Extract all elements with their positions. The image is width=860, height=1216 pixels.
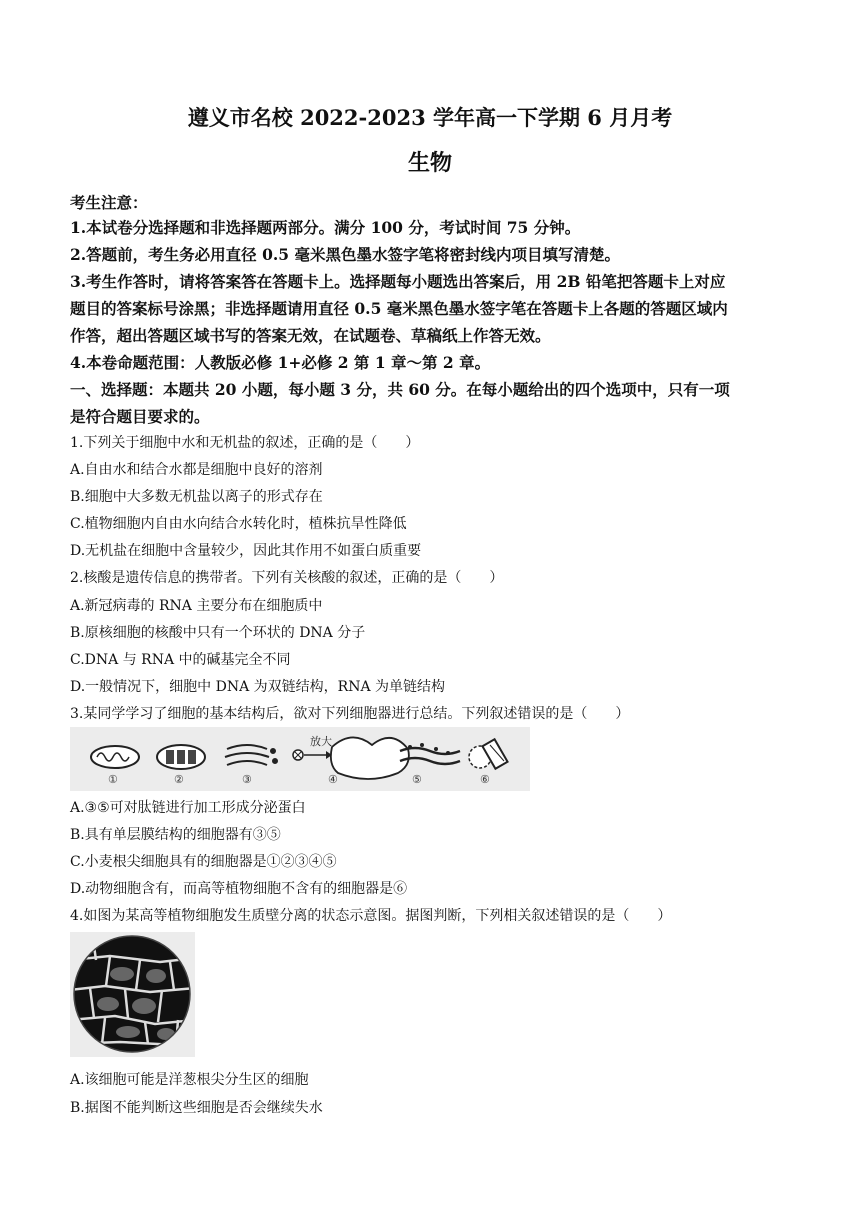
- golgi-apparatus-icon: [225, 745, 277, 765]
- mitochondrion-icon: [91, 746, 139, 768]
- organelle-label-5: ⑤: [412, 773, 422, 786]
- q2-option-c: C.DNA 与 RNA 中的碱基完全不同: [70, 652, 291, 668]
- q4-option-a: A.该细胞可能是洋葱根尖分生区的细胞: [70, 1072, 309, 1088]
- q4-stem: 4.如图为某高等植物细胞发生质壁分离的状态示意图。据图判断，下列相关叙述错误的是（ ）: [70, 908, 672, 924]
- centrosome-icon: [469, 739, 508, 769]
- section-heading-line-1: 一、选择题：本题共 20 小题，每小题 3 分，共 60 分。在每小题给出的四个选项中，只有一项: [70, 380, 730, 399]
- notice-line-4: 4.本卷命题范围：人教版必修 1+必修 2 第 1 章～第 2 章。: [70, 353, 491, 372]
- section-heading-line-2: 是符合题目要求的。: [70, 407, 210, 426]
- q1-option-d: D.无机盐在细胞中含量较少，因此其作用不如蛋白质重要: [70, 543, 422, 559]
- organelle-label-4: ④: [328, 773, 338, 786]
- q3-option-a: A.③⑤可对肽链进行加工形成分泌蛋白: [70, 800, 306, 816]
- q1-option-a: A.自由水和结合水都是细胞中良好的溶剂: [70, 462, 323, 478]
- q3-option-b: B.具有单层膜结构的细胞器有③⑤: [70, 827, 281, 843]
- plasmolysis-figure: [70, 932, 195, 1057]
- organelle-label-3: ③: [242, 773, 252, 786]
- organelle-drawing: [70, 727, 530, 791]
- exam-title: 遵义市名校 2022-2023 学年高一下学期 6 月月考: [187, 105, 673, 130]
- q2-option-d: D.一般情况下，细胞中 DNA 为双链结构，RNA 为单链结构: [70, 679, 446, 695]
- q2-option-a: A.新冠病毒的 RNA 主要分布在细胞质中: [70, 598, 323, 614]
- organelle-label-2: ②: [174, 773, 184, 786]
- q3-stem: 3.某同学学习了细胞的基本结构后，欲对下列细胞器进行总结。下列叙述错误的是（ ）: [70, 706, 630, 722]
- exam-subject: 生物: [407, 150, 452, 176]
- notice-line-1: 1.本试卷分选择题和非选择题两部分。满分 100 分，考试时间 75 分钟。: [70, 218, 581, 237]
- organelle-figure: [70, 727, 530, 791]
- organelle-label-1: ①: [108, 773, 118, 786]
- q1-option-c: C.植物细胞内自由水向结合水转化时，植株抗旱性降低: [70, 516, 407, 532]
- organelle-label-6: ⑥: [480, 773, 490, 786]
- q4-option-b: B.据图不能判断这些细胞是否会继续失水: [70, 1100, 323, 1116]
- chloroplast-icon: [157, 745, 205, 769]
- q2-stem: 2.核酸是遗传信息的携带者。下列有关核酸的叙述，正确的是（ ）: [70, 570, 504, 586]
- plasmolysis-micrograph: [70, 932, 195, 1057]
- q2-option-b: B.原核细胞的核酸中只有一个环状的 DNA 分子: [70, 625, 366, 641]
- q1-stem: 1.下列关于细胞中水和无机盐的叙述，正确的是（ ）: [70, 435, 420, 451]
- notice-line-3b: 题目的答案标号涂黑；非选择题请用直径 0.5 毫米黑色墨水签字笔在答题卡上各题的答题区域内: [70, 299, 728, 318]
- zoom-label: 放大: [310, 735, 332, 748]
- notice-line-3c: 作答，超出答题区域书写的答案无效，在试题卷、草稿纸上作答无效。: [70, 326, 551, 345]
- q1-option-b: B.细胞中大多数无机盐以离子的形式存在: [70, 489, 323, 505]
- notice-line-2: 2.答题前，考生务必用直径 0.5 毫米黑色墨水签字笔将密封线内项目填写清楚。: [70, 245, 620, 264]
- q3-option-c: C.小麦根尖细胞具有的细胞器是①②③④⑤: [70, 854, 337, 870]
- notice-heading: 考生注意：: [70, 193, 148, 212]
- notice-line-3a: 3.考生作答时，请将答案答在答题卡上。选择题每小题选出答案后，用 2B 铅笔把答题卡上对应: [70, 272, 726, 291]
- q3-option-d: D.动物细胞含有，而高等植物细胞不含有的细胞器是⑥: [70, 881, 408, 897]
